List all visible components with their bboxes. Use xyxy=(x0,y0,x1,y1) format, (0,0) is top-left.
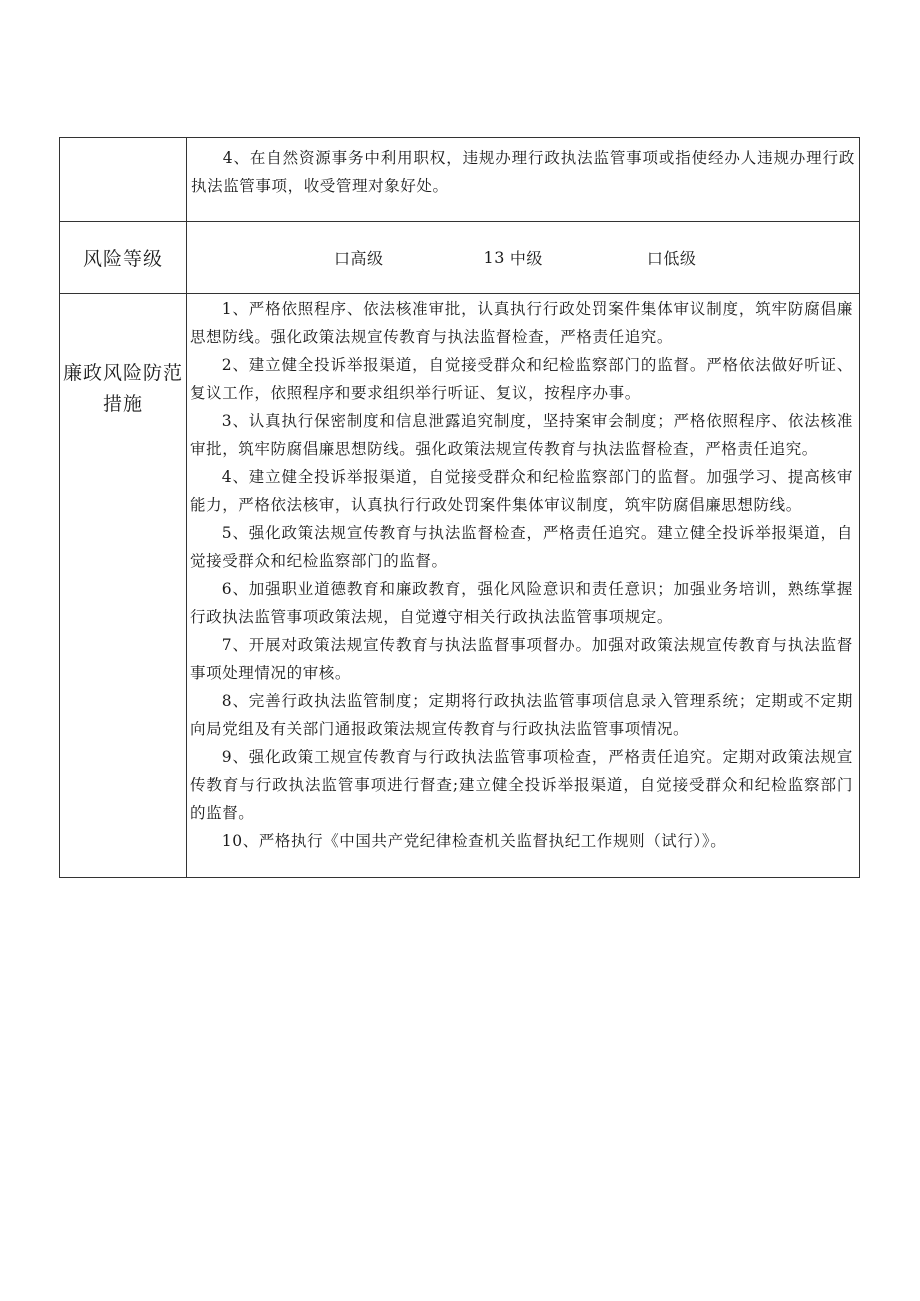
measure-item: 1、严格依照程序、依法核准审批，认真执行行政处罚案件集体审议制度，筑牢防腐倡廉思想防线。强化政策法规宣传教育与执法监督检查，严格责任追究。 xyxy=(190,300,853,346)
level-low-mark: 口 xyxy=(646,249,664,268)
level-high-mark: 口 xyxy=(334,249,351,268)
measure-item: 3、认真执行保密制度和信息泄露追究制度，坚持案审会制度；严格依照程序、依法核准审批，筑牢防腐倡廉思想防线。强化政策法规宣传教育与执法监督检查，严格责任追究。 xyxy=(190,412,853,458)
table-row-risk-point xyxy=(60,138,860,222)
measure-item: 7、开展对政策法规宣传教育与执法监督事项督办。加强对政策法规宣传教育与执法监督事项处理情况的审核。 xyxy=(190,636,853,682)
empty-label-cell xyxy=(60,138,187,222)
risk-description-cell xyxy=(187,138,860,222)
risk-level-label: 风险等级 xyxy=(60,222,187,294)
measure-item: 9、强化政策工规宣传教育与行政执法监管事项检查，严格责任追究。定期对政策法规宣传教育与行政执法监管事项进行督查;建立健全投诉举报渠道，自觉接受群众和纪检监察部门的监督。 xyxy=(190,748,853,822)
table-row-risk-level xyxy=(60,222,860,294)
level-low-option xyxy=(647,246,697,269)
level-high-text: 高级 xyxy=(350,249,384,268)
measure-item: 2、建立健全投诉举报渠道，自觉接受群众和纪检监察部门的监督。严格依法做好听证、复议工作，依照程序和要求组织举行听证、复议，按程序办事。 xyxy=(190,356,853,402)
measures-label: 廉政风险防范措施 xyxy=(60,294,187,878)
measure-item: 4、建立健全投诉举报渠道，自觉接受群众和纪检监察部门的监督。加强学习、提高核审能力，严格依法核审，认真执行行政处罚案件集体审议制度，筑牢防腐倡廉思想防线。 xyxy=(190,468,853,514)
measures-cell xyxy=(187,294,860,878)
measure-item: 6、加强职业道德教育和廉政教育，强化风险意识和责任意识；加强业务培训，熟练掌握行政执法监管事项政策法规，自觉遵守相关行政执法监管事项规定。 xyxy=(190,580,853,626)
risk-level-options xyxy=(187,222,860,294)
risk-table xyxy=(59,137,860,878)
table-row-measures xyxy=(60,294,860,878)
measure-item: 8、完善行政执法监管制度；定期将行政执法监管事项信息录入管理系统；定期或不定期向局党组及有关部门通报政策法规宣传教育与行政执法监管事项情况。 xyxy=(190,692,853,738)
level-high-option xyxy=(334,246,384,269)
measure-item: 5、强化政策法规宣传教育与执法监督检查，严格责任追究。建立健全投诉举报渠道，自觉接受群众和纪检监察部门的监督。 xyxy=(190,524,853,570)
level-mid-option xyxy=(484,246,543,269)
measure-item: 10、严格执行《中国共产党纪律检查机关监督执纪工作规则（试行）》。 xyxy=(221,832,727,850)
level-low-text: 低级 xyxy=(663,249,697,268)
level-mid-mark: 13 xyxy=(483,248,505,267)
risk-description-text: 4、在自然资源事务中利用职权，违规办理行政执法监管事项或指使经办人违规办理行政执法监管事项，收受管理对象好处。 xyxy=(191,149,855,195)
level-mid-text: 中级 xyxy=(509,249,543,268)
